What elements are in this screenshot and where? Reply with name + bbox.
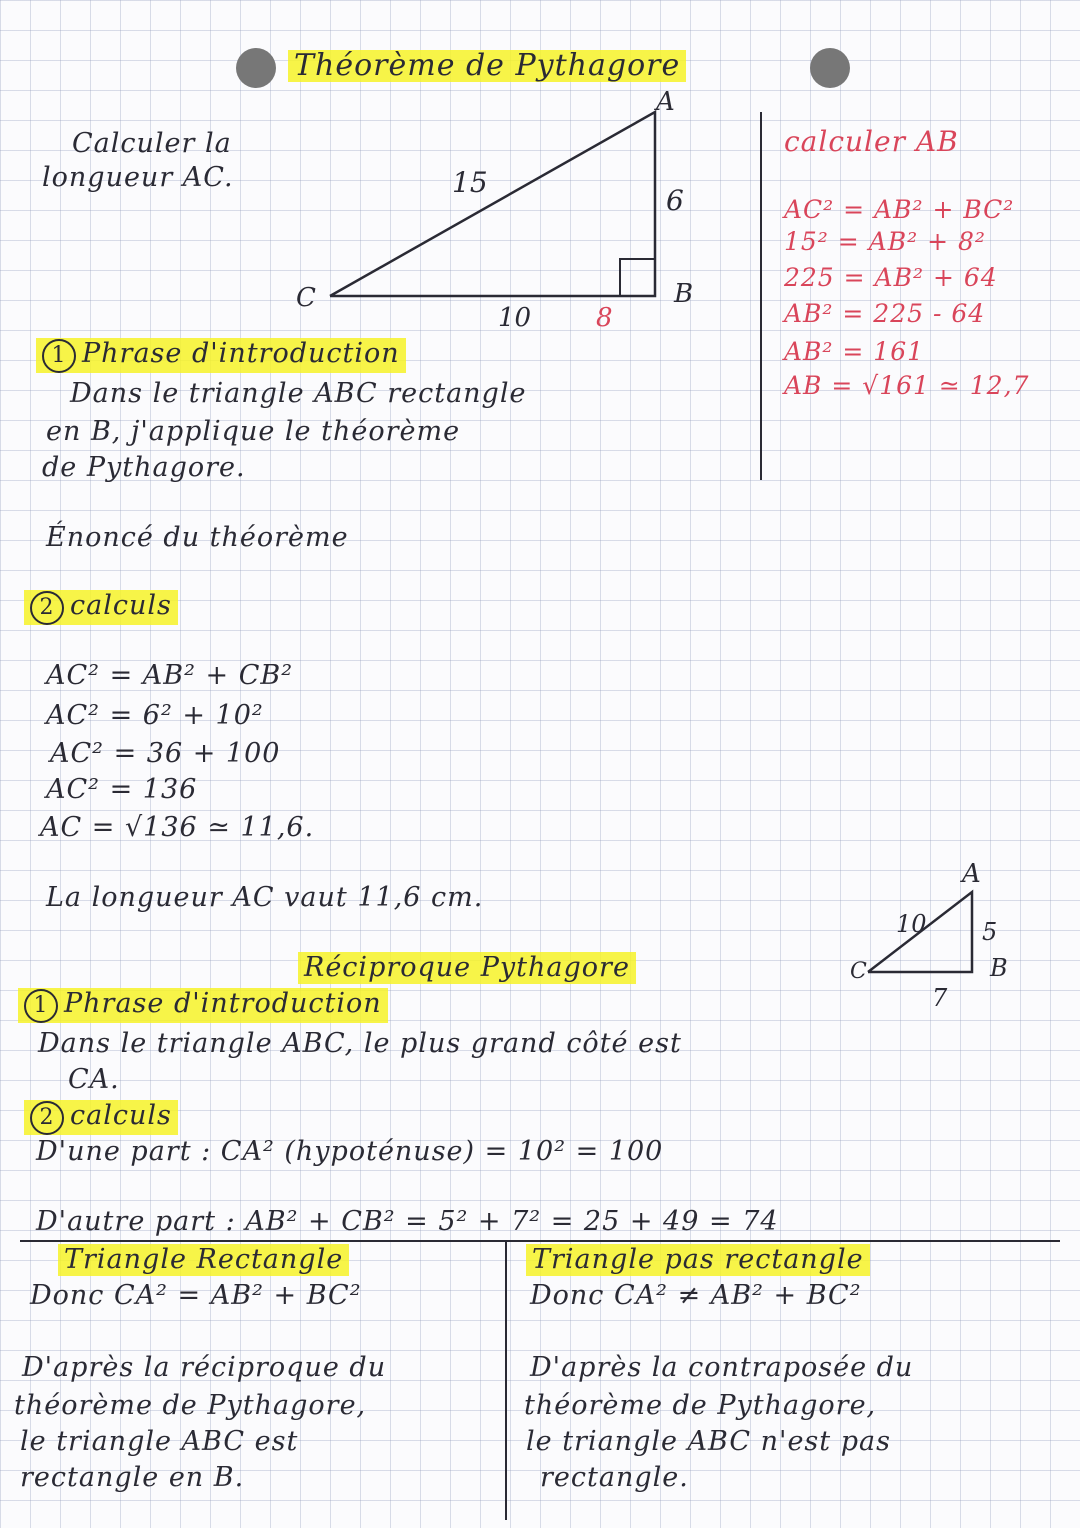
reciprocal-text-1: Dans le triangle ABC, le plus grand côté est <box>38 1028 682 1059</box>
label-hyp-15: 15 <box>452 166 488 199</box>
step-number-2: 2 <box>30 591 64 625</box>
left-col-donc: Donc CA² = AB² + BC² <box>30 1280 362 1311</box>
reciprocal-line-one: D'une part : CA² (hypoténuse) = 10² = 100 <box>36 1136 664 1167</box>
side-box-line: AB = √161 ≃ 12,7 <box>784 371 1030 400</box>
calc-line: AC² = 36 + 100 <box>50 738 281 769</box>
reciprocal-line-other: D'autre part : AB² + CB² = 5² + 7² = 25 + 49 = 74 <box>36 1206 779 1237</box>
intro-text-3: de Pythagore. <box>42 452 246 483</box>
side-box-line: AC² = AB² + BC² <box>784 195 1015 224</box>
recip-step-number-2: 2 <box>30 1101 64 1135</box>
vertex-b-1: B <box>674 279 694 309</box>
recip-calc-heading-text: calculs <box>70 1100 172 1131</box>
recip-step-number-1: 1 <box>24 989 58 1023</box>
right-col-text: théorème de Pythagore, <box>524 1390 877 1421</box>
left-col-title: Triangle Rectangle <box>58 1244 349 1276</box>
calc-line: AC² = 6² + 10² <box>46 700 264 731</box>
right-angle-marker-1 <box>620 259 655 296</box>
side-box-title: calculer AB <box>784 125 959 158</box>
calc-heading <box>24 590 178 625</box>
side-box-line: 15² = AB² + 8² <box>784 227 986 256</box>
binder-hole-right <box>810 48 850 88</box>
right-col-text: rectangle. <box>540 1462 689 1493</box>
side-box-line: AB² = 225 - 64 <box>784 299 986 328</box>
vertex-a-1: A <box>656 87 675 117</box>
right-col-text: D'après la contraposée du <box>530 1352 914 1383</box>
task-line-1: Calculer la <box>72 128 232 159</box>
columns-top-rule <box>20 1240 1060 1242</box>
reciprocal-intro-heading <box>18 988 388 1023</box>
side-box-divider <box>760 112 762 480</box>
label-side-6: 6 <box>666 184 684 217</box>
task-line-2: longueur AC. <box>42 162 234 193</box>
calc-line: AC² = 136 <box>46 774 198 805</box>
side-box-line: AB² = 161 <box>784 337 925 366</box>
right-col-donc: Donc CA² ≠ AB² + BC² <box>530 1280 862 1311</box>
reciprocal-calc-heading <box>24 1100 178 1135</box>
label-side-5: 5 <box>982 918 998 946</box>
left-col-text: rectangle en B. <box>20 1462 245 1493</box>
label-hyp-10: 10 <box>896 910 927 938</box>
side-box-line: 225 = AB² + 64 <box>784 263 998 292</box>
left-col-text: le triangle ABC est <box>20 1426 299 1457</box>
calc-line: AC = √136 ≃ 11,6. <box>40 812 315 843</box>
recip-intro-heading-text: Phrase d'introduction <box>64 988 382 1019</box>
conclusion: La longueur AC vaut 11,6 cm. <box>46 882 484 913</box>
intro-text-1: Dans le triangle ABC rectangle <box>70 378 527 409</box>
left-col-text: théorème de Pythagore, <box>14 1390 367 1421</box>
binder-hole-left <box>236 48 276 88</box>
label-bottom-10: 10 <box>498 303 532 333</box>
right-col-title: Triangle pas rectangle <box>526 1244 870 1276</box>
reciprocal-title: Réciproque Pythagore <box>298 952 636 984</box>
page-title: Théorème de Pythagore <box>288 50 686 82</box>
left-col-text: D'après la réciproque du <box>22 1352 387 1383</box>
vertex-c-1: C <box>296 283 316 313</box>
step-number-1: 1 <box>42 339 76 373</box>
label-bottom-7: 7 <box>932 984 948 1012</box>
intro-heading <box>36 338 406 373</box>
intro-heading-text: Phrase d'introduction <box>82 338 400 369</box>
triangle-2-lines <box>868 892 972 972</box>
reciprocal-text-2: CA. <box>68 1064 120 1095</box>
vertex-b-2: B <box>990 954 1008 982</box>
vertex-c-2: C <box>850 959 867 984</box>
enonce: Énoncé du théorème <box>46 522 349 553</box>
calc-line: AC² = AB² + CB² <box>46 660 294 691</box>
label-bottom-8: 8 <box>596 303 613 333</box>
columns-divider <box>505 1240 507 1520</box>
triangle-1-lines <box>330 112 655 296</box>
calc-heading-text: calculs <box>70 590 172 621</box>
right-col-text: le triangle ABC n'est pas <box>526 1426 891 1457</box>
vertex-a-2: A <box>962 859 981 889</box>
intro-text-2: en B, j'applique le théorème <box>46 416 461 447</box>
